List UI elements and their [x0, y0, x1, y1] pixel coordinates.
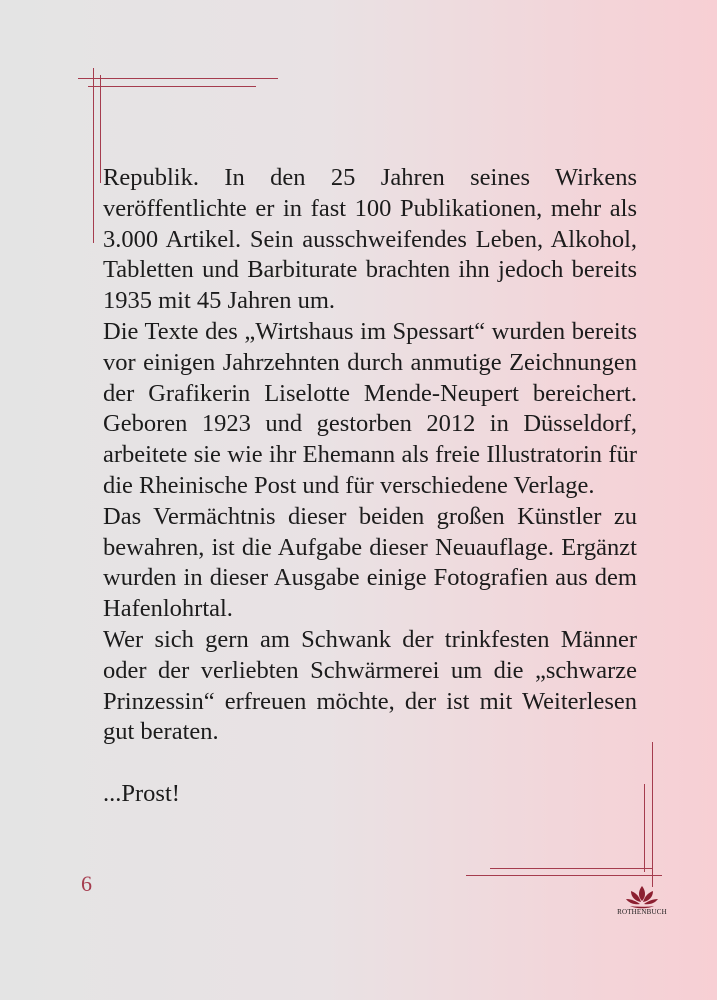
frame-bottom-right-vertical-2: [644, 784, 645, 872]
paragraph-4: Wer sich gern am Schwank der trinkfesten Männer oder der verliebten Schwärmerei um die „schwarze Prinzessin“ erfreuen möchte, der ist mit Weiterlesen gut beraten.: [103, 625, 637, 746]
paragraph-2: Die Texte des „Wirtshaus im Spessart“ wurden bereits vor einigen Jahrzehnten durch anmutige Zeichnungen der Grafikerin Liselotte Mende-Neupert bereichert. Geboren 1923 und gestorben 2012 in Düsseldorf, arbeitete sie wie ihr Ehemann als freie Illustratorin für die Rheinische Post und für verschiedene Verlage.: [103, 317, 637, 499]
page-number: 6: [81, 871, 92, 896]
frame-top-left-horizontal-2: [88, 86, 256, 87]
frame-top-left-vertical-2: [100, 75, 101, 183]
paragraph-3: Das Vermächtnis dieser beiden großen Künstler zu bewahren, ist die Aufgabe dieser Neuauflage. Ergänzt wurden in dieser Ausgabe einige Fotografien aus dem Hafenlohrtal.: [103, 502, 637, 623]
lotus-icon: [625, 884, 659, 910]
paragraph-1: Republik. In den 25 Jahren seines Wirkens veröffentlichte er in fast 100 Publikationen, mehr als 3.000 Artikel. Sein ausschweifendes Leben, Alkohol, Tabletten und Barbiturate brachten ihn jedoch bereits 1935 mit 45 Jahren um.: [103, 164, 637, 315]
body-text: [103, 163, 637, 810]
frame-bottom-right-vertical-1: [652, 742, 653, 887]
frame-bottom-right-horizontal-2: [490, 868, 652, 869]
frame-top-left-horizontal-1: [78, 78, 278, 79]
frame-top-left-vertical-1: [93, 68, 94, 243]
publisher-logo: [614, 884, 670, 924]
frame-bottom-right-horizontal-1: [466, 875, 662, 876]
closing-line: ...Prost!: [103, 779, 180, 807]
logo-text: ROTHENBUCH: [617, 908, 667, 916]
